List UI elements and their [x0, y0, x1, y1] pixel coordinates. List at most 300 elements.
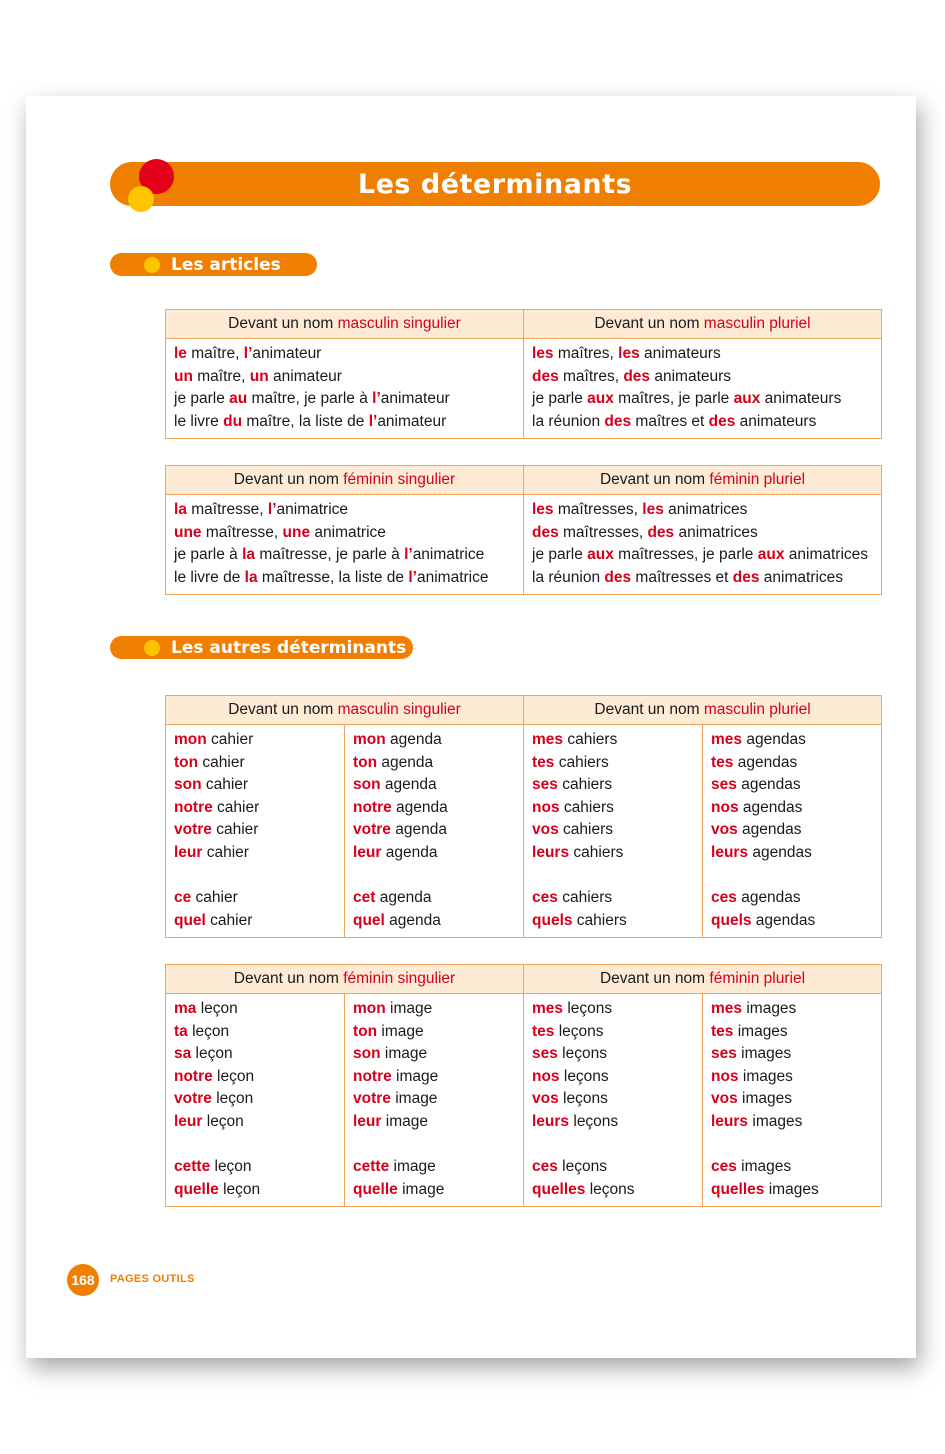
determinant: nos — [532, 798, 560, 816]
example-text: images — [736, 1045, 792, 1063]
determinant: son — [174, 776, 202, 794]
determinant: leur — [353, 1112, 382, 1130]
example-line — [532, 522, 873, 545]
example-text: image — [397, 1180, 445, 1198]
example-line — [174, 797, 336, 820]
header-gender-number: masculin pluriel — [703, 315, 811, 332]
determinant: nos — [711, 1067, 739, 1085]
spacer — [532, 865, 694, 888]
example-text: animateurs — [735, 412, 817, 430]
example-text: cahier — [201, 776, 249, 794]
header-prefix: Devant un nom — [228, 701, 338, 718]
example-line — [711, 1111, 873, 1134]
example-line — [353, 1043, 515, 1066]
determinant: du — [223, 412, 243, 430]
example-text: animateurs — [650, 367, 732, 385]
determinant: son — [353, 1045, 381, 1063]
determinant: leurs — [711, 1112, 749, 1130]
determinant: au — [229, 390, 248, 408]
determinant: mes — [711, 731, 743, 748]
example-text: cahiers — [557, 889, 613, 907]
title-banner — [110, 162, 880, 206]
example-line — [353, 729, 515, 752]
section-title: Les autres déterminants — [171, 637, 407, 658]
determinant: la — [242, 546, 256, 564]
determinant: leurs — [711, 843, 749, 861]
example-line — [711, 797, 873, 820]
example-text: animateur — [377, 412, 447, 430]
example-line — [532, 1156, 694, 1179]
determinant: l’ — [408, 568, 417, 586]
spacer — [532, 1134, 694, 1157]
determinant: l’ — [404, 546, 413, 564]
example-text: cahiers — [559, 798, 614, 816]
section-heading-autres — [110, 636, 413, 659]
example-text: leçons — [563, 1000, 613, 1017]
determinant: tes — [711, 753, 734, 771]
determinant: ses — [711, 776, 737, 794]
determinant: ma — [174, 1000, 197, 1017]
example-line — [174, 1111, 336, 1134]
example-line — [174, 411, 515, 434]
example-line — [353, 752, 515, 775]
determinant: quels — [711, 911, 752, 929]
example-text: leçons — [559, 1067, 609, 1085]
example-text: je parle — [532, 390, 588, 408]
example-text: maîtresse, — [201, 523, 283, 541]
example-text: leçons — [569, 1112, 619, 1130]
determinant: une — [174, 523, 202, 541]
determinant: mes — [532, 731, 564, 748]
determinant: cet — [353, 889, 376, 907]
determinant: aux — [587, 546, 614, 564]
example-text: animatrices — [784, 546, 869, 564]
example-text: animatrices — [674, 523, 758, 541]
example-text: animateur — [380, 390, 450, 408]
determinant: votre — [174, 821, 212, 839]
example-text: maîtresse, je parle à — [255, 546, 405, 564]
header-gender-number: masculin singulier — [337, 315, 461, 332]
articles-feminin-table — [165, 465, 882, 595]
determinant: vos — [532, 1090, 559, 1108]
determinant: ces — [532, 889, 558, 907]
example-text: image — [377, 1022, 424, 1040]
column-header — [524, 310, 882, 339]
determinant: votre — [353, 821, 391, 839]
example-line — [174, 1088, 336, 1111]
example-line — [711, 842, 873, 865]
example-text: maîtresses, je parle — [613, 546, 758, 564]
example-line — [174, 522, 515, 545]
example-line — [532, 1043, 694, 1066]
example-text: maîtres, je parle — [613, 390, 734, 408]
example-text: leçon — [196, 1000, 238, 1017]
example-text: leçons — [557, 1045, 607, 1063]
column-header — [166, 466, 524, 495]
example-line — [711, 1043, 873, 1066]
articles-masculin-table — [165, 309, 882, 439]
example-text: agenda — [380, 776, 437, 794]
example-text: image — [390, 1090, 438, 1108]
determinant: quelles — [711, 1180, 765, 1198]
determinant: l’ — [243, 345, 253, 362]
example-line — [532, 887, 694, 910]
example-line — [353, 819, 515, 842]
determinant: cette — [353, 1158, 390, 1176]
section-heading-articles — [110, 253, 317, 276]
determinant: vos — [711, 821, 738, 839]
header-gender-number: masculin pluriel — [703, 701, 811, 718]
example-text: animatrices — [759, 568, 844, 586]
example-text: maître, — [186, 345, 244, 362]
determinant: ses — [711, 1045, 737, 1063]
determinant: votre — [353, 1090, 391, 1108]
header-gender-number: masculin singulier — [337, 701, 461, 718]
determinant: ton — [353, 1022, 378, 1040]
determinant: des — [647, 523, 675, 541]
determinant: des — [532, 523, 559, 541]
example-text: maîtres, — [558, 367, 624, 385]
determinant: l’ — [267, 501, 277, 518]
example-line — [711, 1021, 873, 1044]
determinant: ses — [532, 1045, 558, 1063]
example-line — [532, 842, 694, 865]
example-line — [174, 1043, 336, 1066]
example-text: la réunion — [532, 412, 605, 430]
example-line — [174, 752, 336, 775]
example-text: leçons — [554, 1022, 604, 1040]
example-line — [711, 1179, 873, 1202]
example-text: animatrices — [663, 501, 748, 518]
determinant: quel — [174, 911, 206, 929]
example-line — [532, 411, 873, 434]
example-line — [532, 567, 873, 590]
determinant: l’ — [372, 390, 381, 408]
example-line — [353, 1066, 515, 1089]
example-text: la réunion — [532, 568, 605, 586]
example-text: maîtresse, la liste de — [257, 568, 409, 586]
determinant: quelle — [174, 1180, 219, 1198]
header-gender-number: féminin singulier — [343, 970, 456, 987]
determinant: une — [282, 523, 311, 541]
example-text: agendas — [748, 843, 812, 861]
example-text: animateur — [268, 367, 342, 385]
determinant: vos — [532, 821, 559, 839]
examples-cell — [524, 495, 882, 595]
example-line — [353, 910, 515, 933]
example-text: cahiers — [557, 776, 613, 794]
example-line — [174, 729, 336, 752]
example-text: le livre de — [174, 568, 245, 586]
determinant: la — [174, 501, 187, 518]
example-line — [711, 1156, 873, 1179]
example-line — [174, 388, 515, 411]
example-text: animatrice — [276, 501, 349, 518]
column-header — [524, 696, 882, 725]
example-text: maître, la liste de — [242, 412, 369, 430]
example-text: animatrice — [416, 568, 489, 586]
spacer — [711, 865, 873, 888]
determinant: les — [618, 345, 640, 362]
header-prefix: Devant un nom — [594, 701, 704, 718]
example-text: maîtresses, — [553, 501, 643, 518]
example-text: cahiers — [569, 843, 624, 861]
example-text: maître, — [192, 367, 250, 385]
determinant: des — [604, 412, 632, 430]
determinant: ta — [174, 1022, 188, 1040]
example-text: agendas — [737, 821, 802, 839]
examples-cell — [166, 725, 345, 938]
examples-cell — [524, 994, 703, 1207]
example-text: image — [391, 1067, 439, 1085]
example-line — [532, 774, 694, 797]
determinant: sa — [174, 1045, 192, 1063]
determinant: nos — [532, 1067, 560, 1085]
example-text: maître, je parle à — [247, 390, 373, 408]
example-line — [174, 343, 515, 366]
examples-cell — [166, 339, 524, 439]
section-title: Les articles — [171, 254, 281, 275]
example-text: cahier — [202, 843, 249, 861]
examples-cell — [524, 339, 882, 439]
example-text: leçons — [558, 1090, 608, 1108]
example-text: agenda — [381, 843, 438, 861]
examples-cell — [345, 994, 524, 1207]
example-line — [532, 1021, 694, 1044]
example-text: leçons — [585, 1180, 635, 1198]
example-text: leçon — [187, 1022, 230, 1040]
example-line — [174, 499, 515, 522]
determinant: aux — [733, 390, 761, 408]
example-text: leçon — [191, 1045, 233, 1063]
header-prefix: Devant un nom — [228, 315, 338, 332]
column-header — [166, 965, 524, 994]
example-line — [353, 1111, 515, 1134]
example-line — [174, 1066, 336, 1089]
example-text: maîtresses et — [631, 568, 733, 586]
example-text: images — [742, 1000, 797, 1017]
determinant: notre — [174, 798, 213, 816]
example-text: images — [764, 1180, 819, 1198]
example-line — [711, 752, 873, 775]
determinant: aux — [587, 390, 614, 408]
page-number-badge: 168 — [67, 1264, 99, 1296]
example-line — [532, 910, 694, 933]
determinant: mes — [532, 1000, 564, 1017]
header-gender-number: féminin pluriel — [709, 471, 806, 488]
example-line — [532, 1066, 694, 1089]
example-line — [532, 343, 873, 366]
example-text: images — [748, 1112, 803, 1130]
example-line — [711, 910, 873, 933]
example-line — [174, 1021, 336, 1044]
example-line — [174, 544, 515, 567]
autres-masculin-table — [165, 695, 882, 938]
example-text: leçon — [218, 1180, 261, 1198]
page-title: Les déterminants — [357, 168, 633, 200]
example-text: agenda — [375, 889, 432, 907]
determinant: un — [249, 367, 269, 385]
example-text: cahier — [212, 798, 260, 816]
example-line — [174, 1156, 336, 1179]
example-line — [174, 774, 336, 797]
example-text: animateur — [252, 345, 322, 362]
example-text: leçon — [211, 1090, 254, 1108]
example-text: animatrice — [412, 546, 485, 564]
example-text: le livre — [174, 412, 224, 430]
determinant: votre — [174, 1090, 212, 1108]
determinant: tes — [532, 753, 555, 771]
example-line — [174, 366, 515, 389]
example-line — [532, 1179, 694, 1202]
determinant: ce — [174, 889, 192, 907]
example-line — [532, 819, 694, 842]
example-line — [353, 842, 515, 865]
determinant: les — [532, 501, 554, 518]
determinant: les — [642, 501, 664, 518]
examples-cell — [345, 725, 524, 938]
determinant: le — [174, 345, 187, 362]
example-text: cahier — [206, 731, 254, 748]
examples-cell — [524, 725, 703, 938]
header-gender-number: féminin pluriel — [709, 970, 806, 987]
example-line — [532, 729, 694, 752]
example-line — [353, 998, 515, 1021]
determinant: aux — [757, 546, 785, 564]
example-line — [353, 1021, 515, 1044]
determinant: les — [532, 345, 554, 362]
determinant: mes — [711, 1000, 743, 1017]
example-text: animateurs — [760, 390, 842, 408]
example-text: images — [736, 1158, 792, 1176]
spacer — [711, 1134, 873, 1157]
determinant: quelle — [353, 1180, 398, 1198]
determinant: ton — [174, 753, 199, 771]
example-text: maîtres, — [553, 345, 619, 362]
example-line — [174, 998, 336, 1021]
determinant: quels — [532, 911, 573, 929]
footer-label: PAGES OUTILS — [110, 1273, 195, 1285]
example-text: images — [737, 1090, 792, 1108]
example-line — [532, 366, 873, 389]
determinant: notre — [353, 1067, 392, 1085]
example-line — [174, 910, 336, 933]
example-line — [532, 1111, 694, 1134]
example-text: image — [385, 1000, 433, 1017]
determinant: leur — [174, 1112, 203, 1130]
examples-cell — [166, 994, 345, 1207]
examples-cell — [703, 725, 882, 938]
example-text: image — [389, 1158, 436, 1176]
determinant: ton — [353, 753, 378, 771]
example-line — [174, 1179, 336, 1202]
determinant: un — [174, 367, 193, 385]
determinant: des — [623, 367, 651, 385]
example-line — [711, 1066, 873, 1089]
example-text: agenda — [391, 798, 448, 816]
example-line — [711, 887, 873, 910]
example-text: images — [738, 1067, 793, 1085]
yellow-circle-decoration — [128, 186, 154, 212]
example-text: cahier — [205, 911, 253, 929]
header-prefix: Devant un nom — [594, 315, 704, 332]
example-line — [353, 1179, 515, 1202]
example-text: cahier — [191, 889, 238, 907]
example-text: leçon — [202, 1112, 244, 1130]
bullet-icon — [144, 257, 160, 273]
spacer — [353, 1134, 515, 1157]
header-prefix: Devant un nom — [599, 471, 710, 488]
example-text: agendas — [738, 798, 803, 816]
example-line — [353, 887, 515, 910]
example-text: je parle — [532, 546, 588, 564]
example-line — [711, 774, 873, 797]
header-gender-number: féminin singulier — [343, 471, 456, 488]
header-prefix: Devant un nom — [233, 970, 344, 987]
example-line — [711, 729, 873, 752]
example-line — [353, 774, 515, 797]
example-line — [174, 842, 336, 865]
example-line — [532, 388, 873, 411]
determinant: des — [604, 568, 632, 586]
determinant: ces — [711, 889, 737, 907]
example-line — [174, 887, 336, 910]
example-line — [353, 797, 515, 820]
example-text: cahiers — [554, 753, 609, 771]
example-line — [532, 1088, 694, 1111]
example-text: maîtres et — [631, 412, 709, 430]
example-line — [711, 819, 873, 842]
example-text: agendas — [733, 753, 798, 771]
determinant: son — [353, 776, 381, 794]
example-text: agenda — [390, 821, 447, 839]
example-line — [532, 797, 694, 820]
column-header — [166, 310, 524, 339]
determinant: tes — [532, 1022, 555, 1040]
determinant: mon — [353, 731, 386, 748]
example-text: cahier — [198, 753, 245, 771]
column-header — [166, 696, 524, 725]
determinant: notre — [174, 1067, 213, 1085]
example-text: agenda — [385, 731, 442, 748]
determinant: leurs — [532, 843, 570, 861]
example-text: cahier — [211, 821, 259, 839]
determinant: notre — [353, 798, 392, 816]
example-text: maîtresses, — [558, 523, 648, 541]
determinant: des — [732, 568, 760, 586]
example-line — [532, 752, 694, 775]
determinant: quelles — [532, 1180, 586, 1198]
example-text: cahiers — [563, 731, 618, 748]
determinant: la — [244, 568, 258, 586]
determinant: des — [708, 412, 736, 430]
example-line — [711, 1088, 873, 1111]
example-line — [174, 567, 515, 590]
example-text: cahiers — [558, 821, 614, 839]
example-text: leçon — [212, 1067, 255, 1085]
example-text: images — [733, 1022, 788, 1040]
example-text: cahiers — [572, 911, 627, 929]
example-text: leçon — [210, 1158, 252, 1176]
determinant: l’ — [368, 412, 378, 430]
example-line — [532, 544, 873, 567]
example-text: je parle à — [174, 546, 243, 564]
example-line — [353, 1088, 515, 1111]
bullet-icon — [144, 640, 160, 656]
determinant: ces — [532, 1158, 558, 1176]
determinant: quel — [353, 911, 385, 929]
example-text: agenda — [384, 911, 441, 929]
